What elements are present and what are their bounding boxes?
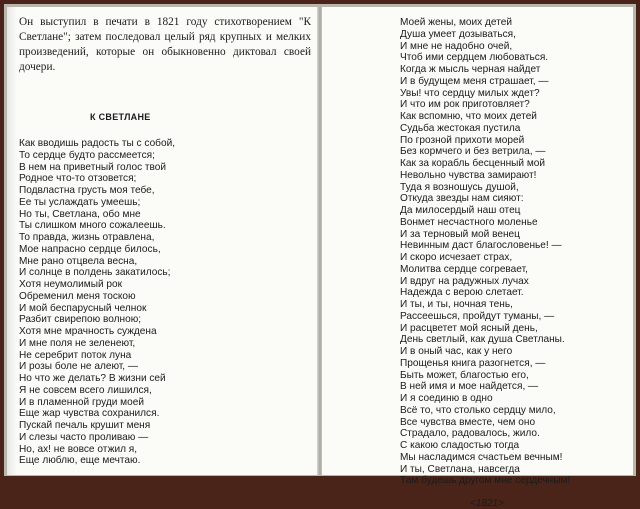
poem-line: Всё то, что столько сердцу мило, [400,404,556,416]
poem-line: И что им рок приготовляет? [400,99,530,111]
right-page [322,7,633,509]
left-page [7,7,318,475]
poem-line: Как за корабль бесценный мой [400,158,546,169]
poem-stanza-left [19,138,312,467]
poem-line: Еще люблю, еще мечтаю. [19,455,141,467]
poem-line: Без кормчего и без ветрила, — [400,146,546,158]
poem-line: Хотя мне мрачность суждена [19,326,157,337]
poem-stanza-right [400,17,625,487]
poem-line: И ты, Светлана, навсегда [400,463,520,475]
poem-line: Судьба жестокая пустила [400,122,521,134]
poem-line: Чтоб ими сердцем любоваться. [400,52,549,64]
poem-title: К СВЕТЛАНЕ [90,112,151,122]
poem-line: Пускай печаль крушит меня [19,420,151,431]
poem-line: Страдало, радовалось, жило. [400,428,540,440]
poem-line: Хотя неумолимый рок [19,279,123,290]
poem-line: И расцветет мой ясный день, [400,322,538,334]
poem-line: Ты слишком много сожалеешь. [19,220,166,232]
poem-line: Надежда с верою слетает. [400,287,524,299]
poem-line: Когда ж мысль черная найдет [400,64,541,75]
poem-line: Но ты, Светлана, обо мне [19,208,141,220]
poem-line: И в пламенной груди моей [19,396,144,408]
poem-line: Невинным даст благословенье! — [400,240,562,252]
poem-line: Родное что-то отзовется; [19,173,137,185]
poem-line: В ней имя и мое найдется, — [400,381,539,393]
poem-line: Как вспомню, что моих детей [400,111,537,122]
poem-line: И в будущем меня страшает, — [400,75,549,87]
poem-line: Я не совсем всего лишился, [19,384,152,396]
poem-line: И я соединю в одно [400,393,493,404]
page-shadow [7,7,17,475]
poem-line: То сердце будто рассмеется; [19,149,155,161]
poem-line: И мой беспаруcный челнок [19,302,147,314]
poem-line: И слезы часто проливаю — [19,431,149,443]
poem-line: И солнце в полдень закатилось; [19,267,171,279]
poem-line: Разбит свирепою волною; [19,314,142,326]
poem-line: Мне рано отцвела весна, [19,255,138,267]
poem-line: Подвластна грусть моя тебе, [19,185,155,196]
poem-line: Туда я возношусь душой, [400,181,519,193]
poem-line: Но что же делать? В жизни сей [19,373,166,384]
poem-line: Моей жены, моих детей [400,17,512,28]
poem-line: И в оный час, как у него [400,346,513,357]
poem-line: И скоро исчезает страх, [400,252,513,263]
intro-paragraph: Он выступил в печати в 1821 году стихотворением "К Светлане"; затем последовал целый ряд крупных и мелких произведений, которые он обыкновенно диктовал своей дочери. [19,16,311,73]
open-book [4,4,636,509]
poem-line: Откуда звезды нам сияют: [400,193,524,205]
poem-line: И ты, и ты, ночная тень, [400,299,513,310]
poem-line: Душа умеет дозываться, [400,28,516,40]
poem-line: В нем на приветный голос твой [19,161,167,173]
poem-line: Обременил меня тоскою [19,290,136,302]
poem-line: И вдруг на радужных лучах [400,275,529,287]
poem-line: Как вводишь радость ты с собой, [19,138,176,149]
poem-line: Еще жар чувства сохранился. [19,408,160,420]
poem-line: Рассеешься, пройдут туманы, — [400,310,555,322]
poem-line: И мне поля не зеленеют, [19,337,136,349]
poem-line: Прощенья книга разогнется, — [400,357,546,369]
poem-line: По грозной прихоти морей [400,134,525,146]
poem-line: Быть может, благостью его, [400,369,529,381]
poem-line: Там будешь другом мне сердечным! [400,475,571,487]
poem-line: Увы! что сердцу милых ждет? [400,87,540,99]
poem-line: С какою сладостью тогда [400,440,520,451]
poem-line: Мое напрасно сердце билось, [19,243,161,255]
poem-line: И за терновый мой венец [400,228,520,240]
poem-line: И розы боле не алеют, — [19,361,139,373]
poem-line: Да милосердый наш отец [400,205,521,216]
poem-line: Но, ах! не вовсе отжил я, [19,443,138,455]
poem-date: <1821> [470,498,504,509]
poem-line: Ее ты услаждать умеешь; [19,196,141,208]
poem-line: Мы насладимся счастьем вечным! [400,451,563,463]
poem-line: Не серебрит поток луна [19,349,132,361]
poem-line: Вонмет несчастного моленье [400,216,538,228]
poem-line: То правда, жизнь отравлена, [19,232,155,243]
poem-line: Невольно чувства замирают! [400,169,537,181]
poem-line: Все чувства вместе, чем оно [400,416,536,428]
poem-line: День светлый, как душа Светланы. [400,334,565,346]
poem-line: И мне не надобно очей, [400,40,513,52]
poem-line: Молитва сердце согревает, [400,263,528,275]
